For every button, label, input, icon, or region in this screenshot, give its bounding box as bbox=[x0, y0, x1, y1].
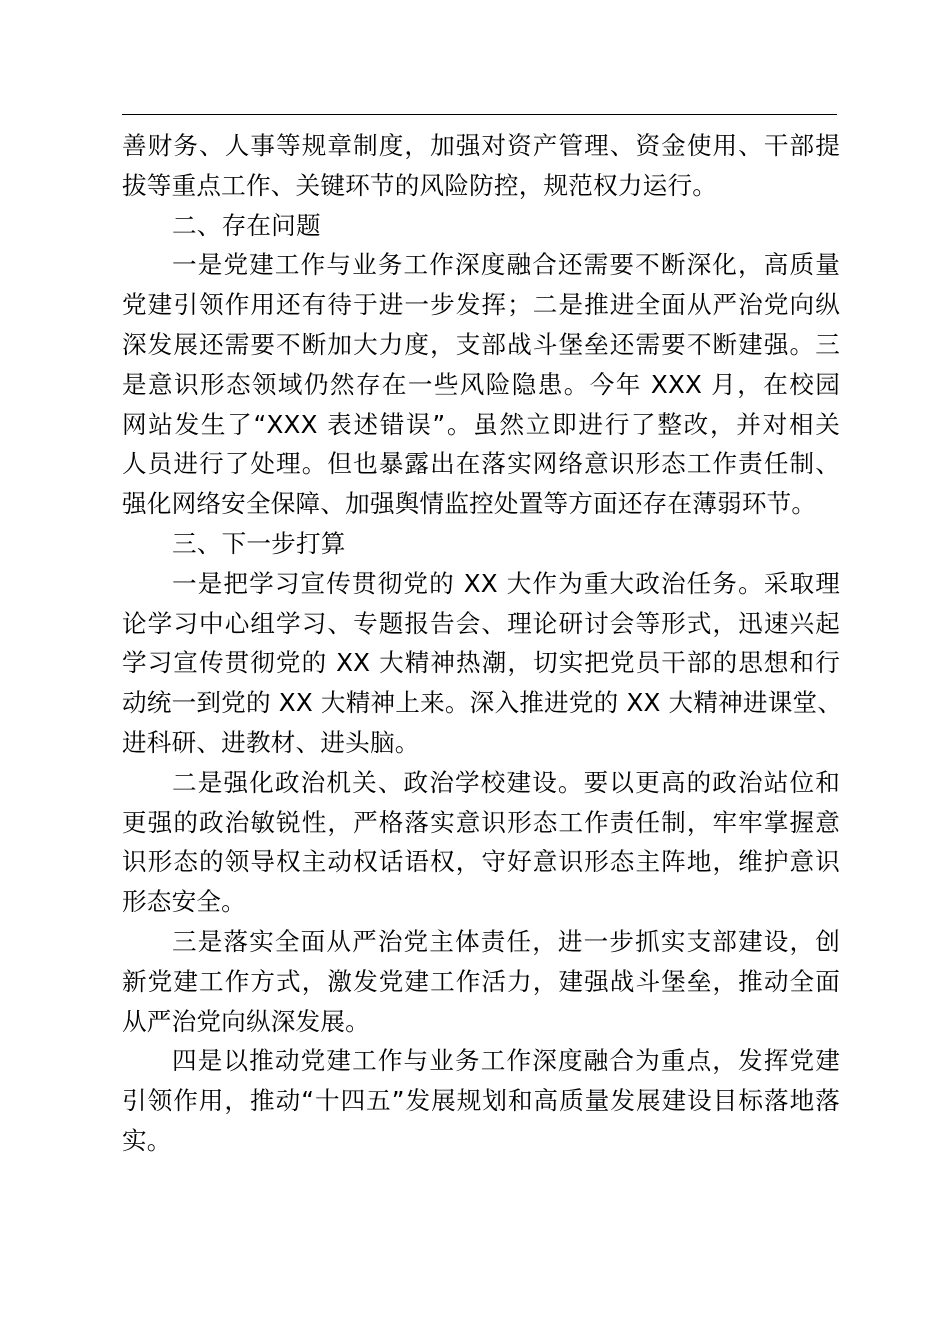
text-line: 论学习中心组学习、专题报告会、理论研讨会等形式，迅速兴起 bbox=[122, 608, 840, 638]
text-line: 强化网络安全保障、加强舆情监控处置等方面还存在薄弱环节。 bbox=[122, 489, 817, 519]
text-line: 党建引领作用还有待于进一步发挥；二是推进全面从严治党向纵 bbox=[122, 290, 840, 320]
text-line: 从严治党向纵深发展。 bbox=[122, 1006, 370, 1036]
text-line: 善财务、人事等规章制度，加强对资产管理、资金使用、干部提 bbox=[122, 131, 840, 160]
header-rule bbox=[122, 114, 837, 115]
text-line: 是意识形态领域仍然存在一些风险隐患。今年 XXX 月，在校园 bbox=[122, 369, 840, 399]
text-line: 二是强化政治机关、政治学校建设。要以更高的政治站位和 bbox=[172, 767, 840, 797]
text-line: 一是党建工作与业务工作深度融合还需要不断深化，高质量 bbox=[172, 250, 840, 280]
text-line: 拔等重点工作、关键环节的风险防控，规范权力运行。 bbox=[122, 170, 718, 200]
text-line: 人员进行了处理。但也暴露出在落实网络意识形态工作责任制、 bbox=[122, 449, 840, 479]
text-line: 网站发生了“XXX 表述错误”。虽然立即进行了整改，并对相关 bbox=[122, 409, 840, 439]
text-line: 三是落实全面从严治党主体责任，进一步抓实支部建设，创 bbox=[172, 926, 840, 956]
section-heading-next-steps: 三、下一步打算 bbox=[172, 528, 346, 558]
text-line: 引领作用，推动“十四五”发展规划和高质量发展建设目标落地落 bbox=[122, 1086, 840, 1116]
text-line: 实。 bbox=[122, 1125, 172, 1155]
text-line: 动统一到党的 XX 大精神上来。深入推进党的 XX 大精神进课堂、 bbox=[122, 688, 843, 718]
text-line: 形态安全。 bbox=[122, 887, 246, 917]
text-line: 更强的政治敏锐性，严格落实意识形态工作责任制，牢牢掌握意 bbox=[122, 807, 840, 837]
text-line: 学习宣传贯彻党的 XX 大精神热潮，切实把党员干部的思想和行 bbox=[122, 648, 840, 678]
section-heading-problems: 二、存在问题 bbox=[172, 210, 321, 240]
text-line: 进科研、进教材、进头脑。 bbox=[122, 727, 420, 757]
text-line: 四是以推动党建工作与业务工作深度融合为重点，发挥党建 bbox=[172, 1046, 840, 1076]
text-line: 深发展还需要不断加大力度，支部战斗堡垒还需要不断建强。三 bbox=[122, 329, 840, 359]
text-line: 识形态的领导权主动权话语权，守好意识形态主阵地，维护意识 bbox=[122, 847, 840, 877]
document-body bbox=[122, 126, 843, 1161]
text-line: 新党建工作方式，激发党建工作活力，建强战斗堡垒，推动全面 bbox=[122, 966, 840, 996]
text-line: 一是把学习宣传贯彻党的 XX 大作为重大政治任务。采取理 bbox=[172, 568, 840, 598]
